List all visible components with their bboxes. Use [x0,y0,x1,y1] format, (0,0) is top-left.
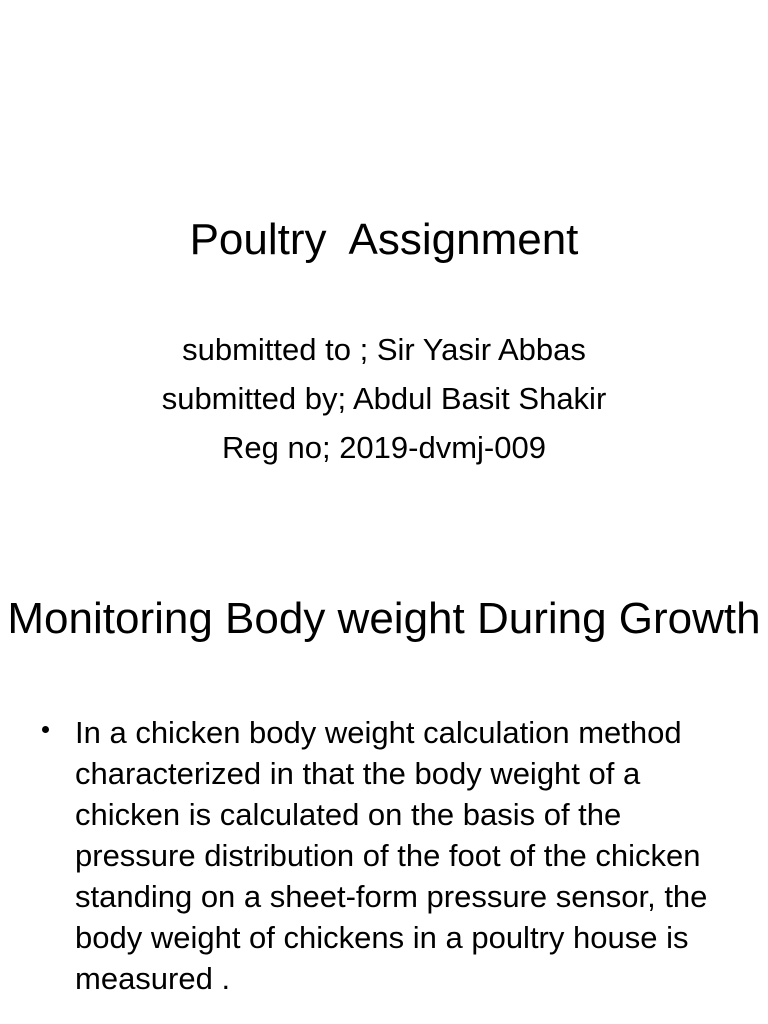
page-title: Poultry Assignment [189,215,579,264]
content-slide-title: Monitoring Body weight During Growth [7,594,761,643]
bullet-dot-icon [42,726,49,733]
submitted-to-line: submitted to ; Sir Yasir Abbas [182,332,586,367]
content-slide [0,568,768,1024]
submitted-by-line: submitted by; Abdul Basit Shakir [161,381,607,416]
bullet-text: In a chicken body weight calculation method characterized in that the body weight of a chicken is calculated on the basis of the pressure distribution of the foot of the chicken standing on a sheet-form pressure sensor, the body weight of chickens in a poultry house is measured . [75,715,708,996]
reg-no-line: Reg no; 2019-dvmj-009 [222,430,546,465]
